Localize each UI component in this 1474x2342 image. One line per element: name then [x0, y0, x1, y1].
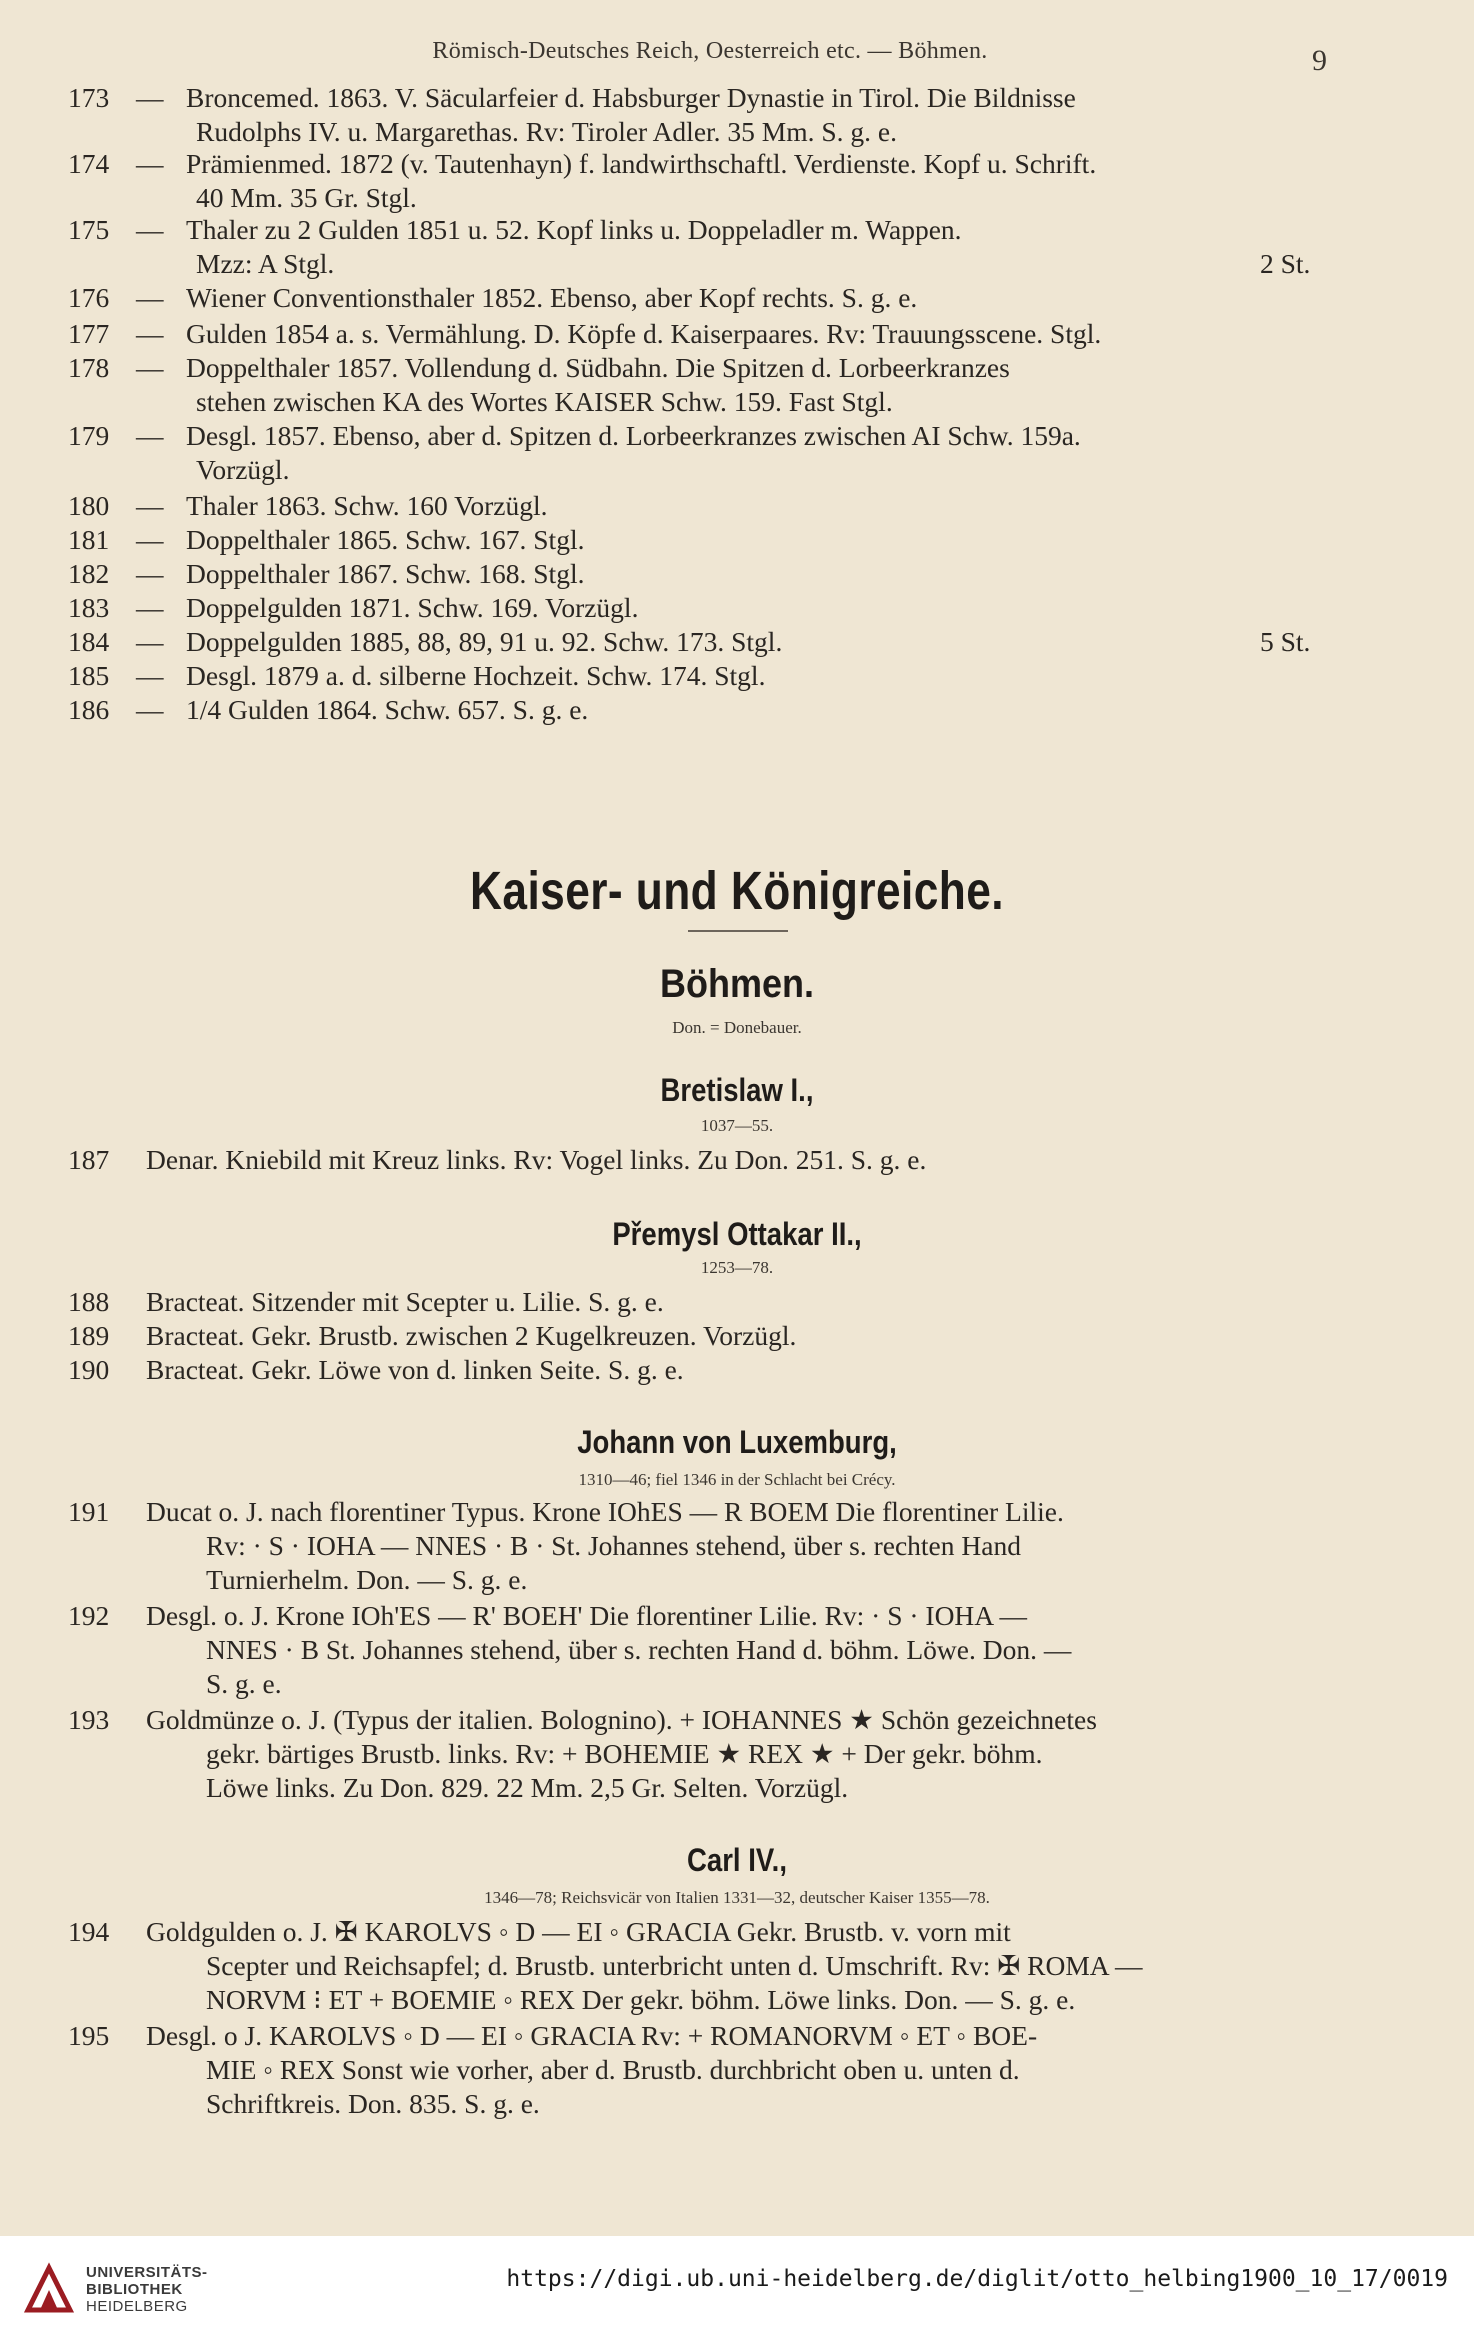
- entry-dash: —: [136, 524, 164, 555]
- entry-text-cont: Schriftkreis. Don. 835. S. g. e.: [206, 2088, 540, 2119]
- entry-text-cont: MIE ◦ REX Sonst wie vorher, aber d. Brustb. durchbricht oben u. unten d.: [206, 2054, 1020, 2085]
- entry-count: 2 St.: [1260, 248, 1311, 279]
- entry-number: 192: [68, 1600, 110, 1631]
- entry-dash: —: [136, 82, 164, 113]
- entry-text-cont: NNES · B St. Johannes stehend, über s. rechten Hand d. böhm. Löwe. Don. —: [206, 1634, 1072, 1665]
- entry-dash: —: [136, 694, 164, 725]
- entry-text-cont: gekr. bärtiges Brustb. links. Rv: + BOHEMIE ★ REX ★ + Der gekr. böhm.: [206, 1738, 1043, 1769]
- entry-text: Bracteat. Gekr. Brustb. zwischen 2 Kugelkreuzen. Vorzügl.: [146, 1320, 797, 1351]
- entry-text-cont: Rv: · S · IOHA — NNES · B · St. Johannes stehend, über s. rechten Hand: [206, 1530, 1021, 1561]
- entry-dash: —: [136, 420, 164, 451]
- entry-number: 185: [68, 660, 110, 691]
- ruler-heading: Bretislaw I.,: [660, 1072, 814, 1108]
- entry-dash: —: [136, 148, 164, 179]
- logo-line: UNIVERSITÄTS-: [86, 2264, 208, 2281]
- entry-text: Bracteat. Gekr. Löwe von d. linken Seite. S. g. e.: [146, 1354, 684, 1385]
- entry-text: Denar. Kniebild mit Kreuz links. Rv: Vogel links. Zu Don. 251. S. g. e.: [146, 1144, 927, 1175]
- ruler-heading: Přemysl Ottakar II.,: [612, 1216, 862, 1252]
- ruler-dates: 1037—55.: [700, 1116, 774, 1135]
- entry-text: Ducat o. J. nach florentiner Typus. Krone IOhES — R BOEM Die florentiner Lilie.: [146, 1496, 1064, 1527]
- entry-text: Thaler 1863. Schw. 160 Vorzügl.: [186, 490, 548, 521]
- entry-dash: —: [136, 660, 164, 691]
- entry-number: 179: [68, 420, 110, 451]
- ruler-heading: Carl IV.,: [687, 1842, 787, 1878]
- entry-dash: —: [136, 592, 164, 623]
- entry-number: 173: [68, 82, 110, 113]
- entry-dash: —: [136, 558, 164, 589]
- entry-number: 194: [68, 1916, 110, 1947]
- entry-text-cont: 40 Mm. 35 Gr. Stgl.: [196, 182, 417, 213]
- entry-text: Doppelthaler 1865. Schw. 167. Stgl.: [186, 524, 585, 555]
- ruler-dates: 1310—46; fiel 1346 in der Schlacht bei Crécy.: [578, 1470, 896, 1489]
- entry-number: 175: [68, 214, 110, 245]
- entry-text: Bracteat. Sitzender mit Scepter u. Lilie. S. g. e.: [146, 1286, 664, 1317]
- entry-text-cont: Mzz: A Stgl.: [196, 248, 335, 279]
- logo-line: BIBLIOTHEK: [86, 2281, 183, 2298]
- ruler-dates: 1253—78.: [700, 1258, 774, 1277]
- viewer-footer: [0, 2236, 1474, 2342]
- entry-text: Desgl. 1879 a. d. silberne Hochzeit. Schw. 174. Stgl.: [186, 660, 766, 691]
- logo-line: HEIDELBERG: [86, 2298, 188, 2315]
- entry-text-cont: Rudolphs IV. u. Margarethas. Rv: Tiroler Adler. 35 Mm. S. g. e.: [196, 116, 898, 147]
- library-logo-text: [86, 2264, 208, 2315]
- entry-number: 195: [68, 2020, 110, 2051]
- entry-text: Doppelthaler 1867. Schw. 168. Stgl.: [186, 558, 585, 589]
- running-title: Römisch-Deutsches Reich, Oesterreich etc. — Böhmen.: [432, 38, 988, 64]
- entry-text-cont: S. g. e.: [206, 1668, 282, 1699]
- entry-number: 184: [68, 626, 110, 657]
- entry-number: 180: [68, 490, 110, 521]
- entry-text: Desgl. o J. KAROLVS ◦ D — EI ◦ GRACIA Rv: + ROMANORVM ◦ ET ◦ BOE-: [146, 2020, 1038, 2051]
- entry-text-cont: stehen zwischen KA des Wortes KAISER Schw. 159. Fast Stgl.: [196, 386, 893, 417]
- entry-number: 176: [68, 282, 110, 313]
- library-logo-icon: [22, 2262, 76, 2316]
- entry-dash: —: [136, 352, 164, 383]
- ruler-dates: 1346—78; Reichsvicär von Italien 1331—32, deutscher Kaiser 1355—78.: [484, 1888, 990, 1907]
- entry-number: 188: [68, 1286, 110, 1317]
- entry-text: Prämienmed. 1872 (v. Tautenhayn) f. landwirthschaftl. Verdienste. Kopf u. Schrift.: [186, 148, 1097, 179]
- entry-dash: —: [136, 490, 164, 521]
- entry-number: 183: [68, 592, 110, 623]
- entry-text: Desgl. o. J. Krone IOh'ES — R' BOEH' Die florentiner Lilie. Rv: · S · IOHA —: [146, 1600, 1028, 1631]
- entry-number: 190: [68, 1354, 110, 1385]
- entry-text: Doppelthaler 1857. Vollendung d. Südbahn. Die Spitzen d. Lorbeerkranzes: [186, 352, 1010, 383]
- entry-text: Doppelgulden 1885, 88, 89, 91 u. 92. Schw. 173. Stgl.: [186, 626, 783, 657]
- entry-number: 178: [68, 352, 110, 383]
- entry-text: Desgl. 1857. Ebenso, aber d. Spitzen d. Lorbeerkranzes zwischen AI Schw. 159a.: [186, 420, 1081, 451]
- entry-dash: —: [136, 626, 164, 657]
- entry-text: Goldmünze o. J. (Typus der italien. Bolognino). + IOHANNES ★ Schön gezeichnetes: [146, 1704, 1097, 1735]
- entry-number: 187: [68, 1144, 110, 1175]
- country-title: Böhmen.: [659, 962, 815, 1006]
- entry-dash: —: [136, 318, 164, 349]
- permalink-url[interactable]: https://digi.ub.uni-heidelberg.de/diglit/otto_helbing1900_10_17/0019: [506, 2266, 1448, 2292]
- entry-number: 189: [68, 1320, 110, 1351]
- entry-text: Gulden 1854 a. s. Vermählung. D. Köpfe d. Kaiserpaares. Rv: Trauungsscene. Stgl.: [186, 318, 1102, 349]
- entry-text-cont: Turnierhelm. Don. — S. g. e.: [206, 1564, 528, 1595]
- entry-text: Wiener Conventionsthaler 1852. Ebenso, aber Kopf rechts. S. g. e.: [186, 282, 918, 313]
- entry-text: Goldgulden o. J. ✠ KAROLVS ◦ D — EI ◦ GRACIA Gekr. Brustb. v. vorn mit: [146, 1916, 1011, 1947]
- entry-dash: —: [136, 282, 164, 313]
- entry-number: 186: [68, 694, 110, 725]
- entry-number: 191: [68, 1496, 110, 1527]
- entry-number: 182: [68, 558, 110, 589]
- entry-text: Thaler zu 2 Gulden 1851 u. 52. Kopf links u. Doppeladler m. Wappen.: [186, 214, 962, 245]
- abbreviation-note: Don. = Donebauer.: [672, 1018, 802, 1037]
- entry-count: 5 St.: [1260, 626, 1311, 657]
- entry-number: 193: [68, 1704, 110, 1735]
- entry-number: 174: [68, 148, 110, 179]
- entry-text: Doppelgulden 1871. Schw. 169. Vorzügl.: [186, 592, 639, 623]
- page-number: 9: [1312, 44, 1327, 77]
- entry-text-cont: Löwe links. Zu Don. 829. 22 Mm. 2,5 Gr. Selten. Vorzügl.: [206, 1772, 849, 1803]
- entry-number: 177: [68, 318, 110, 349]
- entry-dash: —: [136, 214, 164, 245]
- entry-number: 181: [68, 524, 110, 555]
- section-title: Kaiser- und Königreiche.: [470, 861, 1004, 921]
- ruler-heading: Johann von Luxemburg,: [577, 1424, 897, 1460]
- entry-text-cont: NORVM ⁝ ET + BOEMIE ◦ REX Der gekr. böhm. Löwe links. Don. — S. g. e.: [206, 1984, 1076, 2015]
- section-divider: [688, 930, 788, 932]
- entry-text: 1/4 Gulden 1864. Schw. 657. S. g. e.: [186, 694, 589, 725]
- entry-text-cont: Vorzügl.: [196, 454, 290, 485]
- entry-text: Broncemed. 1863. V. Säcularfeier d. Habsburger Dynastie in Tirol. Die Bildnisse: [186, 82, 1076, 113]
- entry-text-cont: Scepter und Reichsapfel; d. Brustb. unterbricht unten d. Umschrift. Rv: ✠ ROMA —: [206, 1950, 1143, 1981]
